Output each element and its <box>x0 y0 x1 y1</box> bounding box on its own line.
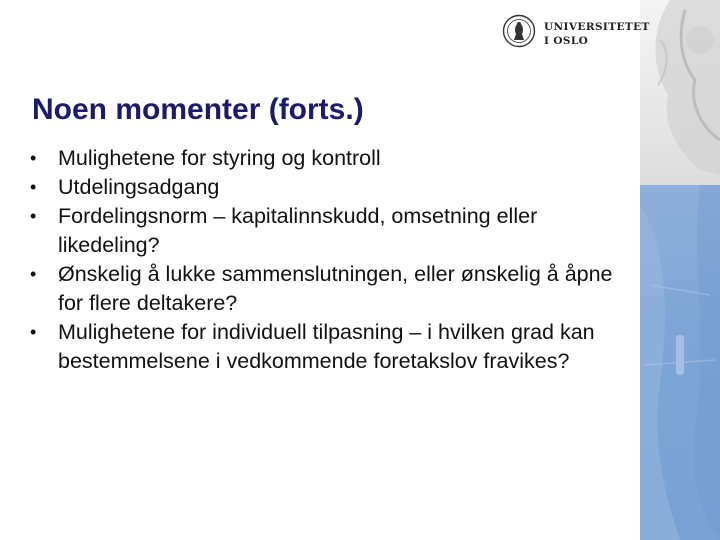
bullet-dot: • <box>30 322 37 342</box>
bullet-item <box>30 144 630 173</box>
bullet-dot: • <box>30 148 37 168</box>
bullet-dot: • <box>30 206 37 226</box>
slide-title: Noen momenter (forts.) <box>32 93 364 126</box>
university-logo <box>502 14 650 52</box>
university-seal-icon <box>502 14 536 48</box>
bullet-text: Mulighetene for individuell tilpasning – i hvilken grad kan bestemmelsene i vedkommende foretakslov fravikes? <box>58 320 595 373</box>
bullet-dot: • <box>30 177 37 197</box>
bullet-text: Mulighetene for styring og kontroll <box>58 146 381 170</box>
bullet-text: Ønskelig å lukke sammenslutningen, eller ønskelig å åpne for flere deltakere? <box>58 262 613 315</box>
bullet-list <box>30 144 630 376</box>
bullet-item <box>30 318 630 376</box>
bullet-item <box>30 202 630 260</box>
blue-panel <box>640 185 720 540</box>
bullet-text: Fordelingsnorm – kapitalinnskudd, omsetning eller likedeling? <box>58 204 538 257</box>
decorative-side-strip <box>640 0 720 540</box>
logo-text-line2: I OSLO <box>544 35 589 47</box>
bullet-text: Utdelingsadgang <box>58 175 220 199</box>
sculpture-image <box>640 0 720 185</box>
bullet-dot: • <box>30 264 37 284</box>
bullet-item <box>30 173 630 202</box>
bullet-item <box>30 260 630 318</box>
logo-text-line1: UNIVERSITETET <box>544 21 650 33</box>
